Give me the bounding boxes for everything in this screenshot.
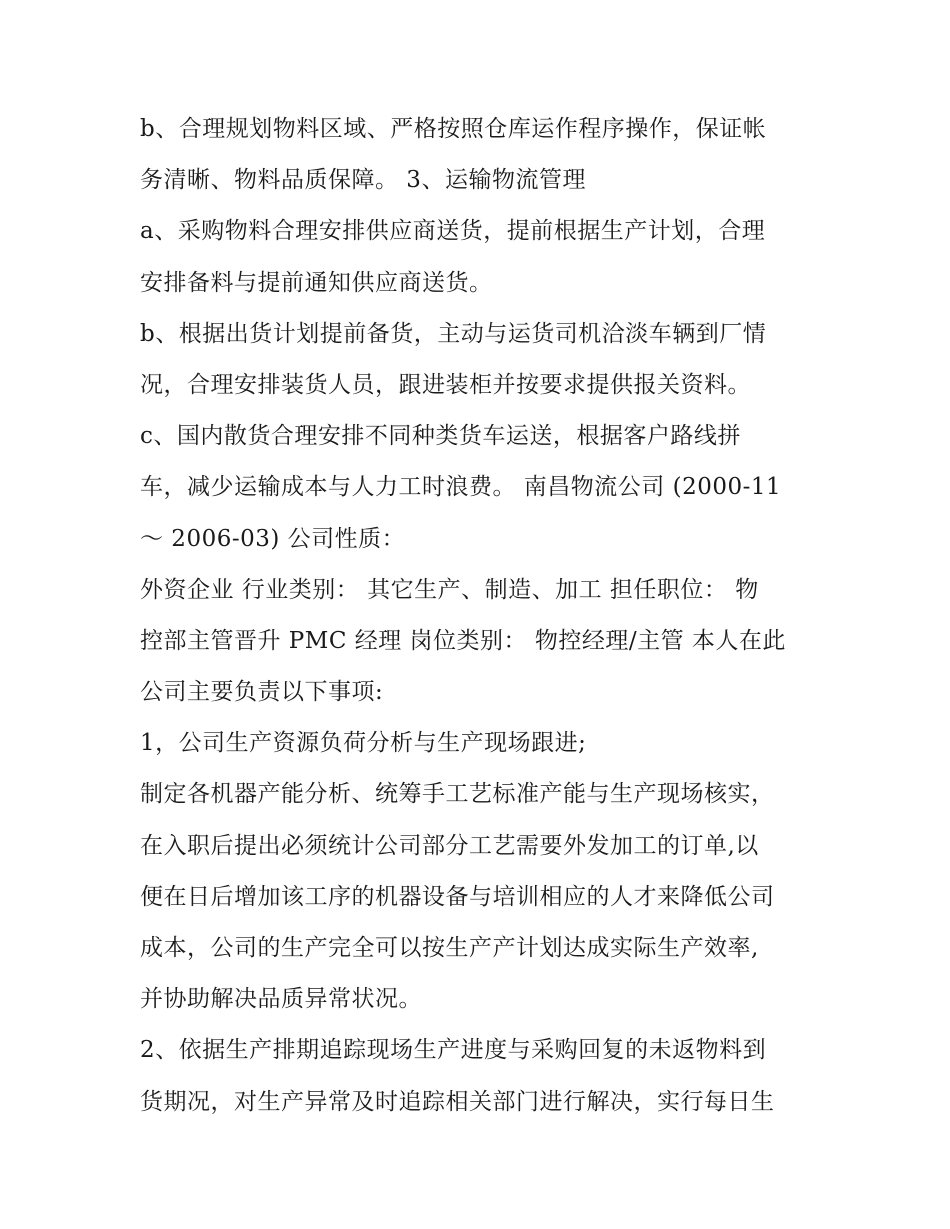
text-line: 公司主要负责以下事项: bbox=[140, 679, 384, 706]
text-line: 况，合理安排装货人员，跟进装柜并按要求提供报关资料。 bbox=[140, 371, 751, 398]
text-line: 货期况，对生产异常及时追踪相关部门进行解决，实行每日生 bbox=[140, 1088, 775, 1115]
text-line: ～ 2006-03) 公司性质： bbox=[140, 525, 406, 552]
document-body bbox=[140, 104, 830, 1128]
text-line: 控部主管晋升 PMC 经理 岗位类别： 物控经理/主管 本人在此 bbox=[140, 627, 786, 654]
text-line: 2、依据生产排期追踪现场生产进度与采购回复的未返物料到 bbox=[140, 1037, 767, 1064]
text-line: a、采购物料合理安排供应商送货，提前根据生产计划，合理 bbox=[140, 218, 766, 245]
text-line: 在入职后提出必须统计公司部分工艺需要外发加工的订单,以 bbox=[140, 832, 759, 859]
text-line: 并协助解决品质异常状况。 bbox=[140, 986, 422, 1013]
text-line: 车，减少运输成本与人力工时浪费。 南昌物流公司 (2000-11 bbox=[140, 474, 782, 501]
text-line: 务清晰、物料品质保障。 3、运输物流管理 bbox=[140, 167, 586, 194]
text-line: c、国内散货合理安排不同种类货车运送，根据客户路线拼 bbox=[140, 423, 741, 450]
text-line: 外资企业 行业类别： 其它生产、制造、加工 担任职位： 物 bbox=[140, 576, 759, 603]
text-line: 便在日后增加该工序的机器设备与培训相应的人才来降低公司 bbox=[140, 883, 775, 910]
text-line: 安排备料与提前通知供应商送货。 bbox=[140, 269, 493, 296]
text-line: b、根据出货计划提前备货，主动与运货司机洽淡车辆到厂情 bbox=[140, 320, 767, 347]
text-line: b、合理规划物料区域、严格按照仓库运作程序操作，保证帐 bbox=[140, 116, 767, 142]
text-line: 制定各机器产能分析、统筹手工艺标准产能与生产现场核实， bbox=[140, 781, 775, 808]
text-line: 成本，公司的生产完全可以按生产产计划达成实际生产效率, bbox=[140, 935, 759, 961]
text-line: 1，公司生产资源负荷分析与生产现场跟进; bbox=[140, 730, 587, 757]
